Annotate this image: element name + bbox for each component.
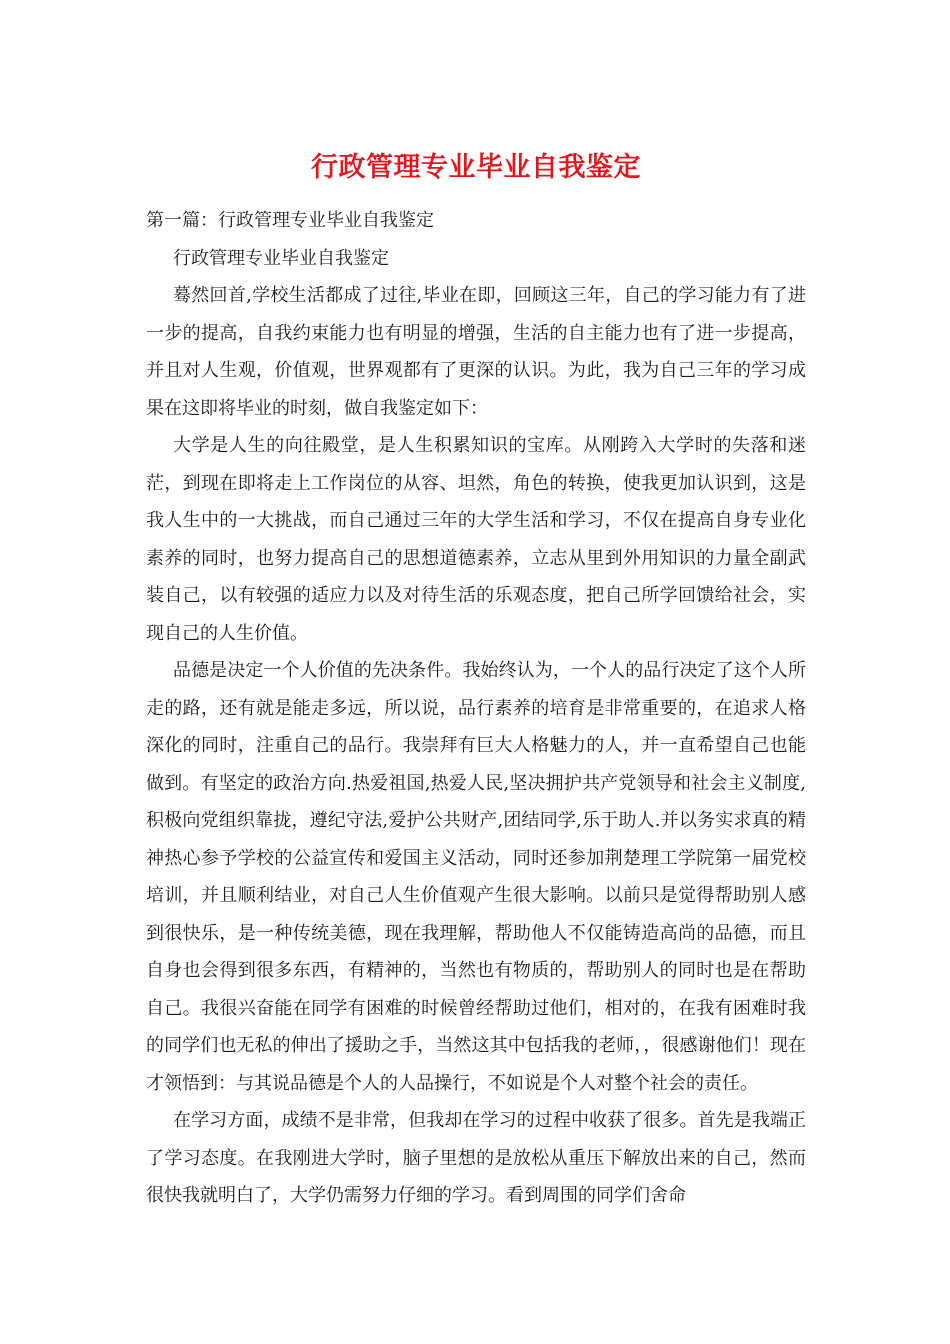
section-subtitle: 行政管理专业毕业自我鉴定 <box>173 247 389 269</box>
document-title: 行政管理专业毕业自我鉴定 <box>311 152 641 183</box>
chapter-heading: 第一篇：行政管理专业毕业自我鉴定 <box>146 210 434 231</box>
paragraph-1: 蓦然回首,学校生活都成了过往,毕业在即，回顾这三年，自己的学习能力有了进一步的提高，自我约束能力也有明显的增强，生活的自主能力也有了进一步提高，并且对人生观，价值观，世界观都有了更深的认识。为此，我为自己三年的学习成果在这即将毕业的时刻，做自我鉴定如下： <box>146 285 806 419</box>
document-page <box>146 148 806 1215</box>
paragraph-3: 品德是决定一个人价值的先决条件。我始终认为，一个人的品行决定了这个人所走的路，还有就是能走多远，所以说，品行素养的培育是非常重要的，在追求人格深化的同时，注重自己的品行。我崇拜有巨大人格魅力的人，并一直希望自己也能做到。有坚定的政治方向.热爱祖国,热爱人民,坚决拥护共产党领导和社会主义制度,积极向党组织靠拢，遵纪守法,爱护公共财产,团结同学,乐于助人.并以务实求真的精神热心参予学校的公益宣传和爱国主义活动，同时还参加荆楚理工学院第一届党校培训，并且顺利结业，对自己人生价值观产生很大影响。以前只是觉得帮助别人感到很快乐，是一种传统美德，现在我理解，帮助他人不仅能铸造高尚的品德，而且自身也会得到很多东西，有精神的，当然也有物质的，帮助别人的同时也是在帮助自己。我很兴奋能在同学有困难的时候曾经帮助过他们，相对的，在我有困难时我的同学们也无私的伸出了援助之手，当然这其中包括我的老师，，很感谢他们！现在才领悟到：与其说品德是个人的人品操行，不如说是个人对整个社会的责任。 <box>146 660 806 1094</box>
paragraph-4: 在学习方面，成绩不是非常，但我却在学习的过程中收获了很多。首先是我端正了学习态度。在我刚进大学时，脑子里想的是放松从重压下解放出来的自己，然而很快我就明白了，大学仍需努力仔细的学习。看到周围的同学们舍命 <box>146 1110 806 1206</box>
paragraph-2: 大学是人生的向往殿堂，是人生积累知识的宝库。从刚跨入大学时的失落和迷茫，到现在即将走上工作岗位的从容、坦然，角色的转换，使我更加认识到，这是我人生中的一大挑战，而自己通过三年的大学生活和学习，不仅在提高自身专业化素养的同时，也努力提高自己的思想道德素养，立志从里到外用知识的力量全副武装自己，以有较强的适应力以及对待生活的乐观态度，把自己所学回馈给社会，实现自己的人生价值。 <box>146 435 806 644</box>
